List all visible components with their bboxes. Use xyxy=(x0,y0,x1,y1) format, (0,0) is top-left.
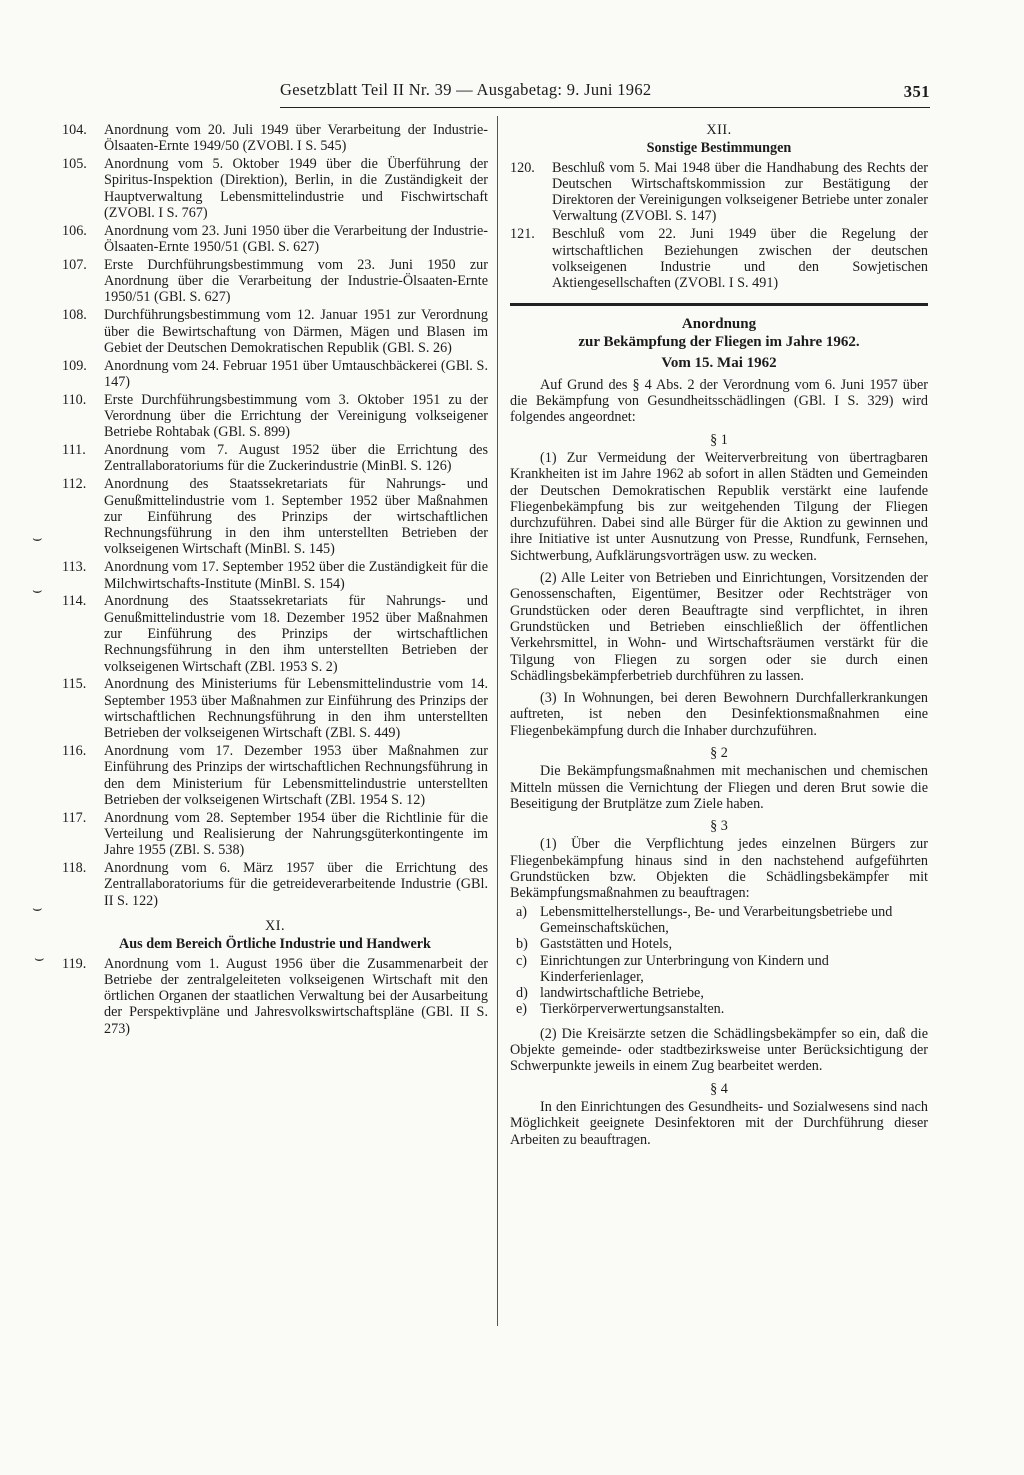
list-item xyxy=(62,743,488,808)
entry-number: 111. xyxy=(62,442,86,459)
entry-text: Anordnung vom 6. März 1957 über die Errichtung des Zentrallaboratoriums für die getreideverarbeitende Industrie (GBl. II S. 122) xyxy=(104,860,488,909)
list-item xyxy=(510,904,928,937)
entry-number: 108. xyxy=(62,307,87,324)
list-item xyxy=(510,160,928,225)
entry-number: 112. xyxy=(62,476,87,493)
list-label: a) xyxy=(516,903,528,920)
entry-number: 121. xyxy=(510,226,535,243)
left-column xyxy=(62,122,488,1039)
ordinance-date: Vom 15. Mai 1962 xyxy=(661,355,777,372)
section-number: XII. xyxy=(706,122,732,138)
list-item xyxy=(62,358,488,391)
entry-text: Anordnung des Ministeriums für Lebensmittelindustrie vom 14. September 1953 über Maßnahmen zur Einführung des Prinzips der wirtschaftlichen Rechnungsführung in den ihm unterstellten Betrieben der volkseigenen Wirtschaft (ZBl. S. 449) xyxy=(104,676,488,742)
right-column xyxy=(510,122,928,1154)
list-item xyxy=(510,1001,928,1017)
section-divider xyxy=(510,303,928,306)
list-item xyxy=(62,559,488,592)
entry-number: 110. xyxy=(62,391,87,408)
list-text: Lebensmittelherstellungs-, Be- und Verarbeitungsbetriebe und Gemeinschaftsküchen, xyxy=(540,903,893,936)
header-rule xyxy=(280,107,930,108)
entry-text: Anordnung des Staatssekretariats für Nahrungs- und Genußmittelindustrie vom 18. Dezember 1952 über Maßnahmen zur Einführung des Prinzips der wirtschaftlichen Rechnungsführung in den ihm unterstellten Betrieben der volkseigenen Wirtschaft (ZBl. 1953 S. 2) xyxy=(104,593,488,675)
header-title: Gesetzblatt Teil II Nr. 39 — Ausgabetag: 9. Juni 1962 xyxy=(280,80,652,99)
entry-text: Anordnung vom 5. Oktober 1949 über die Überführung der Spiritus-Inspektion (Direktion), Berlin, in die Zuständigkeit der Hauptverwaltung Lebensmittelindustrie und Fischwirtschaft (ZVOBl. I S. 767) xyxy=(104,156,488,221)
list-label: e) xyxy=(516,1001,528,1018)
entry-text: Anordnung vom 7. August 1952 über die Errichtung des Zentrallaboratoriums für die Zuckerindustrie (MinBl. S. 126) xyxy=(104,442,488,475)
paragraph-text: (2) Alle Leiter von Betrieben und Einrichtungen, Vorsitzenden der Genossenschaften, Eigentümer, Besitzer oder Rechtsträger von Grundstücken oder deren Beauftragte sind verpflichtet, in ihren Grundstücken und Betrieben einschließlich der öffentlichen Verkehrsmittel, in Wohn- und Wirtschaftsräumen verstärkt für die Tilgung von Fliegen zu sorgen oder sie durch einen Schädlingsbekämpferbetrieb durchführen zu lassen. xyxy=(510,570,928,684)
entry-number: 109. xyxy=(62,357,87,374)
entry-text: Erste Durchführungsbestimmung vom 3. Oktober 1951 zu der Verordnung über die Errichtung der Vereinigung volkseigener Betriebe Rohtabak (GBl. S. 899) xyxy=(104,391,488,441)
ordinance-title: Anordnung xyxy=(681,316,757,333)
list-text: Einrichtungen zur Unterbringung von Kindern und Kinderferienlager, xyxy=(540,952,829,985)
list-text: landwirtschaftliche Betriebe, xyxy=(540,985,704,1002)
list-item xyxy=(62,307,488,356)
list-item xyxy=(62,676,488,741)
entry-number: 117. xyxy=(62,809,87,826)
list-text: Tierkörperverwertungsanstalten. xyxy=(540,1001,725,1018)
entry-text: Beschluß vom 22. Juni 1949 über die Regelung der wirtschaftlichen Beziehungen zwischen der deutschen volkseigenen Industrie und den Sowjetischen Aktiengesellschaften (ZVOBl. I S. 491) xyxy=(552,226,928,292)
list-item xyxy=(62,122,488,155)
paragraph-text: (3) In Wohnungen, bei deren Bewohnern Durchfallerkrankungen auftreten, ist neben den Desinfektionsmaßnahmen eine Fliegenbekämpfung durch die Inhaber durchzuführen. xyxy=(510,690,928,739)
section-title: Sonstige Bestimmungen xyxy=(646,140,792,157)
paragraph-text: Die Bekämpfungsmaßnahmen mit mechanischen und chemischen Mitteln müssen die Vernichtung der Fliegen und deren Brut sowie die Beseitigung der Brutplätze zum Ziele haben. xyxy=(510,763,928,812)
list-item xyxy=(62,392,488,441)
check-mark-icon: ⌣ xyxy=(32,530,43,547)
paragraph-text: (1) Über die Verpflichtung jedes einzelnen Bürgers zur Fliegenbekämpfung hinaus sind in den nachstehend aufgeführten Grundstücken bzw. Objekten die Schädlingsbekämpfer mit Bekämpfungsmaßnahmen zu beauftragen: xyxy=(510,836,928,902)
list-item xyxy=(510,985,928,1001)
preamble: Auf Grund des § 4 Abs. 2 der Verordnung vom 6. Juni 1957 über die Bekämpfung von Gesundheitsschädlingen (GBl. I S. 329) wird folgendes angeordnet: xyxy=(510,376,928,426)
list-label: b) xyxy=(516,936,528,953)
list-item xyxy=(62,156,488,221)
entry-number: 104. xyxy=(62,122,87,138)
list-item xyxy=(510,936,928,952)
list-item xyxy=(62,223,488,256)
paragraph-text: In den Einrichtungen des Gesundheits- und Sozialwesens sind nach Möglichkeit geeignete Desinfektoren mit der Durchführung dieser Arbeiten zu beauftragen. xyxy=(510,1098,928,1148)
section-number: XI. xyxy=(264,917,286,934)
entry-number: 120. xyxy=(510,159,535,176)
column-divider xyxy=(497,116,498,1326)
entry-text: Anordnung vom 24. Februar 1951 über Umtauschbäckerei (GBl. S. 147) xyxy=(104,357,488,390)
list-label: c) xyxy=(516,952,528,969)
entry-number: 105. xyxy=(62,156,87,173)
list-item xyxy=(62,593,488,674)
page-number: 351 xyxy=(903,82,930,101)
entry-text: Anordnung vom 20. Juli 1949 über Verarbeitung der Industrie-Ölsaaten-Ernte 1949/50 (ZVOBl. I S. 545) xyxy=(104,122,488,155)
ordinance-subtitle: zur Bekämpfung der Fliegen im Jahre 1962. xyxy=(578,333,860,350)
paragraph-sign: § 4 xyxy=(710,1080,728,1097)
list-item xyxy=(62,810,488,859)
entry-text: Durchführungsbestimmung vom 12. Januar 1951 zur Verordnung über die Bewirtschaftung von Därmen, Mägen und Blasen im Gebiet der Deutschen Demokratischen Republik (GBl. S. 26) xyxy=(104,307,488,356)
entry-number: 116. xyxy=(62,742,87,759)
entry-text: Anordnung vom 17. Dezember 1953 über Maßnahmen zur Einführung des Prinzips der wirtschaftlichen Rechnungsführung in den dem Ministerium für Lebensmittelindustrie unterstellten Betrieben der volkseigenen Wirtschaft (ZBl. 1954 S. 12) xyxy=(104,742,488,808)
entry-text: Erste Durchführungsbestimmung vom 23. Juni 1950 zur Anordnung über die Verarbeitung der Industrie-Ölsaaten-Ernte 1950/51 (GBl. S. 627) xyxy=(104,256,488,306)
entry-number: 114. xyxy=(62,593,87,610)
list-label: d) xyxy=(516,985,528,1002)
entry-number: 115. xyxy=(62,676,87,693)
list-item xyxy=(62,442,488,475)
list-item xyxy=(62,257,488,306)
page-header xyxy=(280,80,930,108)
entry-text: Beschluß vom 5. Mai 1948 über die Handhabung des Rechts der Deutschen Wirtschaftskommission zur Bestätigung der Direktoren der Vereinigungen volkseigener Betriebe unter zonaler Verwaltung (ZVOBl. S. 147) xyxy=(552,159,928,225)
paragraph-sign: § 1 xyxy=(710,431,728,448)
check-mark-icon: ⌣ xyxy=(32,582,43,599)
check-mark-icon: ⌣ xyxy=(34,950,45,967)
entry-text: Anordnung des Staatssekretariats für Nahrungs- und Genußmittelindustrie vom 1. September 1952 über Maßnahmen zur Einführung des Prinzips der wirtschaftlichen Rechnungsführung in den ihm unterstellten Betrieben der volkseigenen Wirtschaft (MinBl. S. 145) xyxy=(104,476,488,558)
paragraph-text: (2) Die Kreisärzte setzen die Schädlingsbekämpfer so ein, daß die Objekte gemeinde- oder stadtbezirksweise unter Berücksichtigung der Schwerpunkte jeweils in einem Zug bearbeitet werden. xyxy=(510,1025,928,1075)
list-item xyxy=(62,476,488,557)
check-mark-icon: ⌣ xyxy=(32,900,43,917)
entry-number: 113. xyxy=(62,559,87,576)
entry-text: Anordnung vom 17. September 1952 über die Zuständigkeit für die Milchwirtschafts-Institute (MinBl. S. 154) xyxy=(104,559,488,592)
section-title: Aus dem Bereich Örtliche Industrie und Handwerk xyxy=(119,936,431,953)
entry-number: 106. xyxy=(62,222,87,239)
entry-text: Anordnung vom 28. September 1954 über die Richtlinie für die Verteilung und Realisierung der Nahrungsgüterkontingente im Jahre 1955 (ZBl. S. 538) xyxy=(104,809,488,859)
list-item xyxy=(510,953,928,986)
paragraph-text: (1) Zur Vermeidung der Weiterverbreitung von übertragbaren Krankheiten ist im Jahre 1962 ab sofort in allen Städten und Gemeinden der Deutschen Demokratischen Republik verstärkt eine laufende Fliegenbekämpfung bis zur weitgehenden Tilgung der Fliegen durchzuführen. Dabei sind alle Bürger für die Aktion zu gewinnen und ihre Initiative ist unter Ausnutzung von Presse, Rundfunk, Fernsehen, Sichtwerbung, Aufklärungsvorträgen usw. zu wecken. xyxy=(510,449,928,564)
entry-number: 107. xyxy=(62,256,87,273)
paragraph-sign: § 3 xyxy=(710,818,728,835)
entry-number: 118. xyxy=(62,860,87,877)
enumerated-list xyxy=(510,904,928,1018)
paragraph-sign: § 2 xyxy=(710,745,728,761)
list-item xyxy=(510,226,928,291)
entry-text: Anordnung vom 1. August 1956 über die Zusammenarbeit der Betriebe der zentralgeleiteten volkseigenen Wirtschaft mit den örtlichen Organen der staatlichen Verwaltung bei der Ausarbeitung der Perspektivpläne und Jahresvolkswirtschaftspläne (GBl. II S. 273) xyxy=(104,955,488,1037)
entry-text: Anordnung vom 23. Juni 1950 über die Verarbeitung der Industrie-Ölsaaten-Ernte 1950/51 (GBl. S. 627) xyxy=(104,222,488,256)
list-text: Gaststätten und Hotels, xyxy=(540,936,673,953)
list-item xyxy=(62,956,488,1037)
list-item xyxy=(62,860,488,909)
entry-number: 119. xyxy=(62,955,87,972)
